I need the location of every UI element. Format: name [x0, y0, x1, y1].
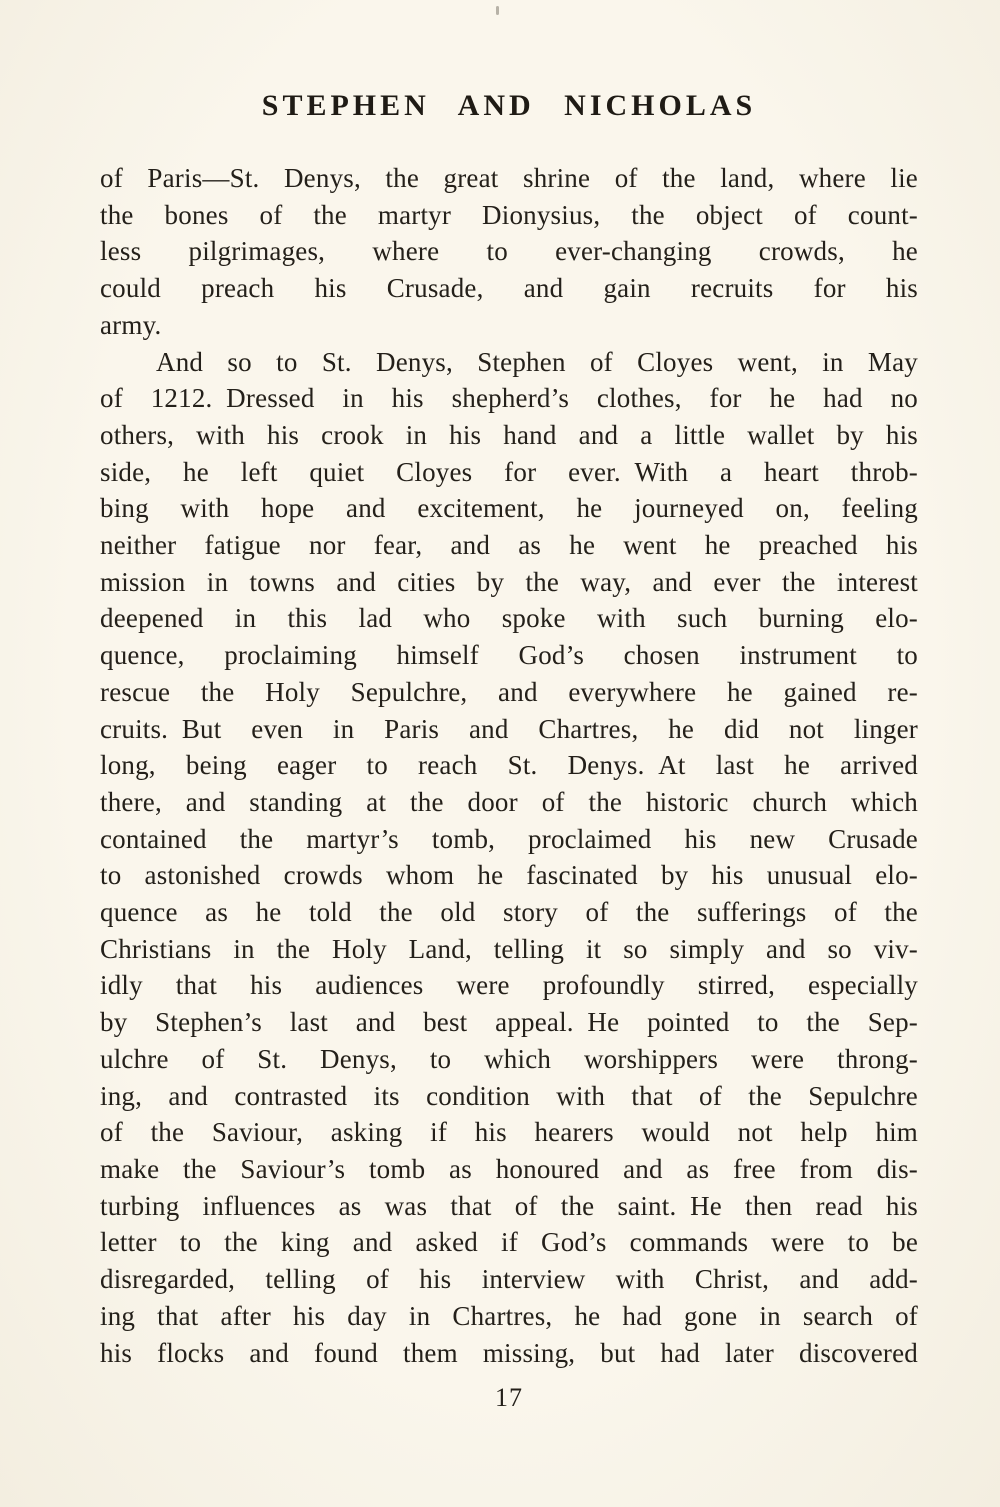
text-line: army. — [100, 309, 162, 340]
page-number: 17 — [495, 1383, 523, 1413]
text-line: turbing influences as was that of the saint. He then read his — [100, 1190, 918, 1221]
text-line: of Paris—St. Denys, the great shrine of the land, where lie — [100, 163, 918, 193]
text-line: letter to the king and asked if God’s commands were to be — [100, 1227, 918, 1258]
text-line: And so to St. Denys, Stephen of Cloyes went, in May — [156, 346, 918, 377]
text-line: there, and standing at the door of the historic church which — [100, 786, 918, 817]
text-line: others, with his crook in his hand and a little wallet by his — [100, 419, 918, 450]
text-line: of 1212. Dressed in his shepherd’s clothes, for he had no — [100, 383, 918, 414]
text-line: the bones of the martyr Dionysius, the object of count- — [100, 199, 918, 230]
text-line: rescue the Holy Sepulchre, and everywhere he gained re- — [100, 676, 918, 707]
text-line: ing, and contrasted its condition with that of the Sepulchre — [100, 1080, 918, 1111]
text-line: Christians in the Holy Land, telling it so simply and so viv- — [100, 933, 918, 964]
text-line: quence as he told the old story of the sufferings of the — [100, 897, 918, 928]
text-line: make the Saviour’s tomb as honoured and as free from dis- — [100, 1153, 918, 1184]
text-line: bing with hope and excitement, he journeyed on, feeling — [100, 493, 918, 524]
text-line: idly that his audiences were profoundly stirred, especially — [100, 970, 918, 1001]
text-line: his flocks and found them missing, but had later discovered — [100, 1337, 918, 1368]
text-line: to astonished crowds whom he fascinated by his unusual elo- — [100, 860, 918, 891]
text-line: side, he left quiet Cloyes for ever. With a heart throb- — [100, 456, 918, 487]
text-block — [100, 160, 918, 1371]
text-line: by Stephen’s last and best appeal. He pointed to the Sep- — [100, 1007, 918, 1038]
text-line: less pilgrimages, where to ever-changing crowds, he — [100, 236, 918, 267]
text-line: ulchre of St. Denys, to which worshippers were throng- — [100, 1043, 918, 1074]
text-line: disregarded, telling of his interview with Christ, and add- — [100, 1264, 918, 1295]
text-line: cruits. But even in Paris and Chartres, he did not linger — [100, 713, 918, 744]
text-line: quence, proclaiming himself God’s chosen instrument to — [100, 640, 918, 671]
text-line: long, being eager to reach St. Denys. At last he arrived — [100, 750, 918, 781]
text-line: neither fatigue nor fear, and as he went he preached his — [100, 530, 918, 561]
text-line: could preach his Crusade, and gain recruits for his — [100, 273, 918, 304]
running-header: STEPHEN AND NICHOLAS — [261, 89, 757, 122]
text-line: mission in towns and cities by the way, and ever the interest — [100, 566, 918, 597]
scan-artifact — [496, 6, 499, 15]
text-line: of the Saviour, asking if his hearers would not help him — [100, 1117, 918, 1148]
text-line: ing that after his day in Chartres, he had gone in search of — [100, 1300, 918, 1331]
text-line: deepened in this lad who spoke with such burning elo- — [100, 603, 918, 634]
text-line: contained the martyr’s tomb, proclaimed his new Crusade — [100, 823, 918, 854]
